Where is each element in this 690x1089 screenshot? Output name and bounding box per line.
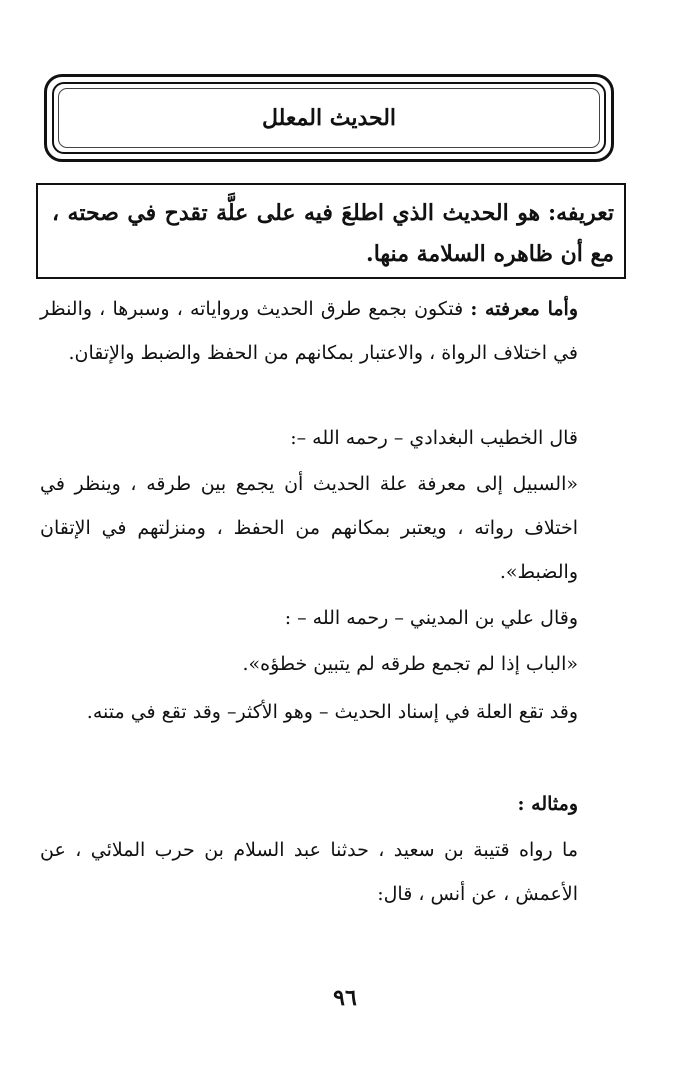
paragraph-example-heading: ومثاله : (517, 793, 578, 815)
definition-term: تعريفه: (547, 200, 615, 226)
paragraph-lead: وأما معرفته : (470, 298, 578, 320)
title-frame (44, 74, 614, 162)
quote-khatib: «السبيل إلى معرفة علة الحديث أن يجمع بين طرقه ، وينظر في اختلاف رواته ، ويعتبر بمكانهم من الحفظ ، ومنزلتهم في الإتقان والضبط». (40, 473, 578, 583)
paragraph-knowledge (40, 287, 618, 375)
quote-madini: «الباب إذا لم تجمع طرقه لم يتبين خطؤه». (242, 653, 578, 675)
paragraph-example: ما رواه قتيبة بن سعيد ، حدثنا عبد السلام بن حرب الملائي ، عن الأعمش ، عن أنس ، قال: (40, 839, 578, 905)
page-number: ٩٦ (333, 985, 357, 1011)
paragraph-text: فتكون بجمع طرق الحديث ورواياته ، وسبرها ، والنظر في اختلاف الرواة ، والاعتبار بمكانهم من الحفظ والضبط والإتقان. (40, 298, 578, 364)
chapter-title: الحديث المعلل (261, 105, 397, 131)
paragraph-illness-location: وقد تقع العلة في إسناد الحديث – وهو الأكثر– وقد تقع في متنه. (86, 701, 578, 723)
title-frame-inner (52, 82, 606, 154)
paragraph-khatib-intro: قال الخطيب البغدادي – رحمه الله –: (290, 427, 578, 449)
definition-box (36, 183, 626, 279)
paragraph-madini-intro: وقال علي بن المديني – رحمه الله – : (284, 607, 578, 629)
definition-text: هو الحديث الذي اطلعَ فيه على علَّة تقدح في صحته ، مع أن ظاهره السلامة منها. (52, 200, 614, 267)
